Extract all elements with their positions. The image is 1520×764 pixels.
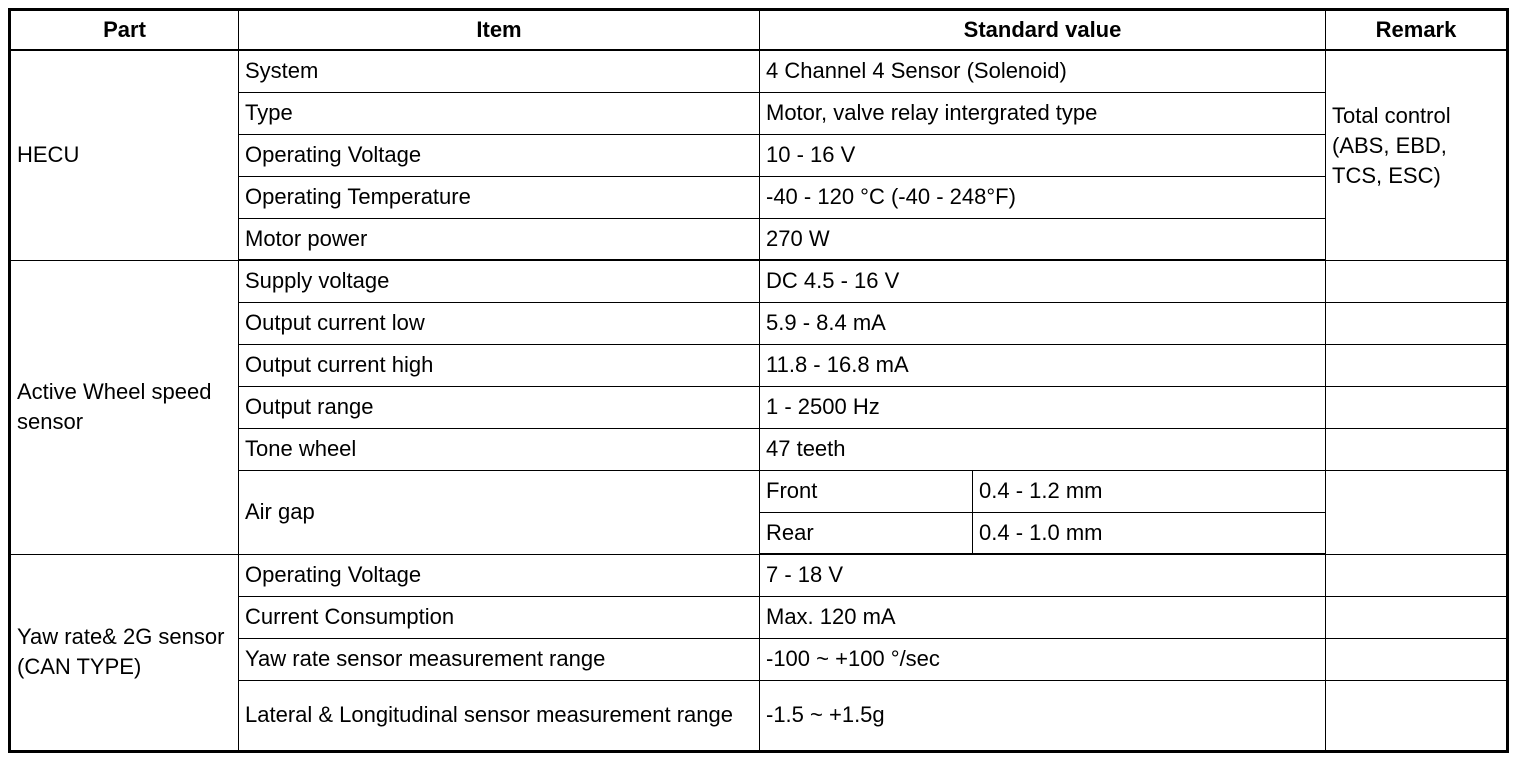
item-cell: Tone wheel [239,428,760,470]
header-item: Item [239,10,760,51]
part-yaw-sensor: Yaw rate& 2G sensor (CAN TYPE) [10,554,239,751]
remark-hecu: Total control (ABS, EBD, TCS, ESC) [1326,50,1508,260]
item-cell: Operating Voltage [239,554,760,596]
value-cell: -40 - 120 °C (-40 - 248°F) [760,176,1326,218]
value-cell: 7 - 18 V [760,554,1326,596]
air-gap-rear-value: 0.4 - 1.0 mm [973,512,1326,554]
item-cell: Operating Temperature [239,176,760,218]
table-row [10,260,1508,302]
item-cell: Current Consumption [239,596,760,638]
item-cell: Output current low [239,302,760,344]
item-cell: System [239,50,760,92]
remark-cell [1326,260,1508,302]
item-cell: Output range [239,386,760,428]
part-hecu: HECU [10,50,239,260]
item-cell: Yaw rate sensor measurement range [239,638,760,680]
header-part: Part [10,10,239,51]
value-cell: 4 Channel 4 Sensor (Solenoid) [760,50,1326,92]
remark-cell [1326,596,1508,638]
value-cell: Motor, valve relay intergrated type [760,92,1326,134]
remark-cell [1326,470,1508,554]
value-cell: Max. 120 mA [760,596,1326,638]
air-gap-front-value: 0.4 - 1.2 mm [973,470,1326,512]
air-gap-rear-label: Rear [760,512,973,554]
value-cell: 5.9 - 8.4 mA [760,302,1326,344]
header-row [10,10,1508,51]
remark-cell [1326,386,1508,428]
remark-cell [1326,638,1508,680]
spec-table [8,8,1509,753]
item-cell: Output current high [239,344,760,386]
header-standard-value: Standard value [760,10,1326,51]
air-gap-front-label: Front [760,470,973,512]
value-cell: 1 - 2500 Hz [760,386,1326,428]
remark-cell [1326,302,1508,344]
remark-cell [1326,554,1508,596]
remark-cell [1326,428,1508,470]
value-cell: 11.8 - 16.8 mA [760,344,1326,386]
value-cell: 10 - 16 V [760,134,1326,176]
table-row [10,554,1508,596]
remark-cell [1326,344,1508,386]
table-row [10,50,1508,92]
header-remark: Remark [1326,10,1508,51]
value-cell: DC 4.5 - 16 V [760,260,1326,302]
item-air-gap: Air gap [239,470,760,554]
item-cell: Lateral & Longitudinal sensor measurement range [239,680,760,751]
remark-cell [1326,680,1508,751]
item-cell: Operating Voltage [239,134,760,176]
item-cell: Motor power [239,218,760,260]
item-cell: Supply voltage [239,260,760,302]
value-cell: -100 ~ +100 °/sec [760,638,1326,680]
part-wheel-sensor: Active Wheel speed sensor [10,260,239,554]
value-cell: 270 W [760,218,1326,260]
item-cell: Type [239,92,760,134]
value-cell: 47 teeth [760,428,1326,470]
value-cell: -1.5 ~ +1.5g [760,680,1326,751]
